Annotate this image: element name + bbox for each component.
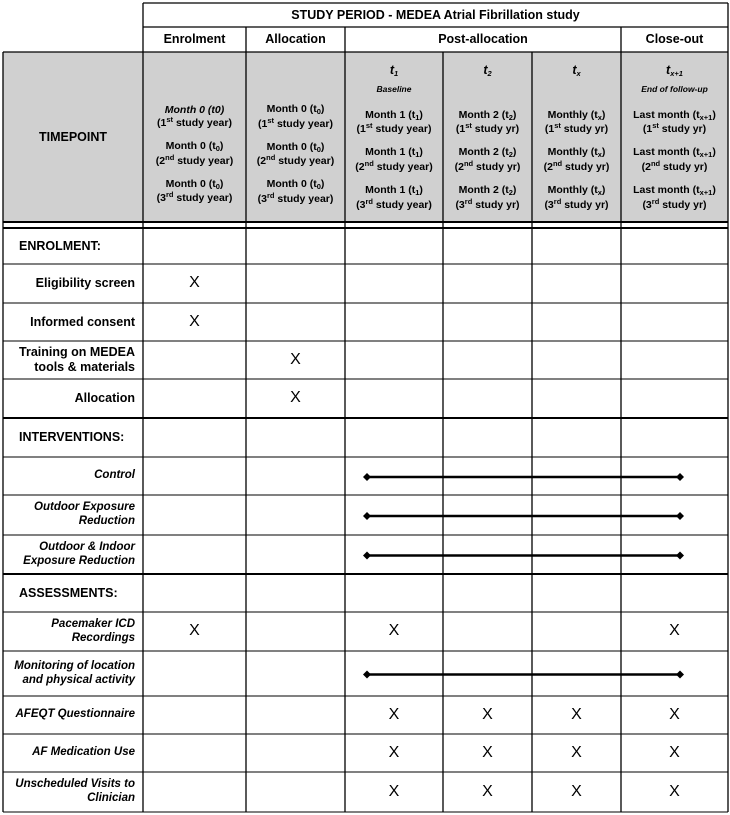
year-ordinal: nd	[364, 158, 374, 168]
timepoint-month	[156, 140, 233, 154]
month-text: Month 0 (t0)	[164, 103, 225, 116]
timepoint-month	[356, 184, 432, 198]
year-ordinal: rd	[365, 196, 373, 206]
mark-x: X	[290, 389, 301, 407]
month-text: Month 0 (t	[266, 178, 317, 191]
month-sub: 2	[508, 112, 513, 122]
year-open: (2	[355, 160, 365, 173]
timepoint-month	[544, 146, 610, 160]
allocation-timepoints	[246, 52, 345, 222]
month-close: )	[419, 146, 423, 159]
year-ordinal: st	[365, 121, 373, 131]
t2-timepoints-t-sub: 2	[487, 69, 492, 79]
month-sub: x+1	[699, 188, 713, 198]
row-label: Pacemaker ICD Recordings	[51, 617, 135, 644]
month-text: Monthly (t	[547, 146, 598, 159]
mark-x: X	[388, 743, 400, 761]
month-close: )	[419, 108, 423, 121]
schedule-mark	[246, 379, 345, 418]
timepoint-year	[258, 192, 334, 205]
year-ordinal: st	[166, 114, 174, 124]
duration-endpoint	[676, 512, 684, 520]
year-ordinal: nd	[552, 158, 563, 168]
year-open: (3	[356, 198, 366, 211]
row-label: Outdoor Exposure Reduction	[34, 501, 135, 527]
month-close: )	[712, 184, 716, 197]
row-label-cell	[3, 772, 143, 812]
row-label: AFEQT Questionnaire	[15, 708, 135, 721]
month-sub: 1	[415, 112, 420, 122]
year-ordinal: rd	[266, 190, 275, 200]
month-sub: x	[597, 150, 602, 160]
schedule-mark	[143, 612, 246, 651]
mark-x: X	[669, 622, 680, 640]
year-open: (2	[155, 154, 166, 167]
month-close: )	[601, 146, 606, 159]
timepoint-year	[456, 122, 519, 135]
year-text: study yr)	[560, 123, 609, 136]
mark-x: X	[571, 782, 582, 800]
timepoint-year	[544, 198, 608, 211]
month-sub: 2	[508, 150, 513, 160]
mark-x: X	[669, 705, 680, 723]
row-label-cell	[3, 696, 143, 734]
row-label: ENROLMENT:	[19, 238, 101, 253]
duration-endpoint	[363, 671, 371, 679]
month-sub: 0	[316, 106, 321, 116]
timepoint-month	[357, 109, 432, 123]
year-ordinal: rd	[464, 196, 473, 206]
month-close: )	[512, 108, 517, 121]
study-period-title: STUDY PERIOD - MEDEA Atrial Fibrillation study	[291, 7, 580, 22]
month-close: )	[712, 108, 716, 121]
year-open: (1	[157, 116, 167, 129]
timepoint-month	[157, 178, 233, 192]
month-text: Month 2 (t	[458, 184, 509, 197]
phase-close-out-label: Close-out	[645, 32, 704, 47]
tx-timepoints-t-sub: x	[576, 69, 581, 79]
timepoint-month	[355, 146, 432, 160]
year-open: (3	[257, 192, 267, 205]
timepoint-month	[633, 146, 716, 160]
timepoint-year	[633, 122, 716, 135]
year-text: study yr)	[660, 160, 708, 173]
row-label-cell	[3, 574, 143, 612]
month-sub: x+1	[699, 150, 713, 160]
timepoint-year	[633, 198, 716, 211]
duration-endpoint	[363, 552, 371, 560]
year-open: (2	[256, 155, 267, 168]
mark-x: X	[669, 782, 680, 800]
timepoint-label-cell	[3, 52, 143, 222]
timepoint-month	[633, 184, 716, 198]
phase-allocation-label: Allocation	[265, 32, 326, 47]
row-label-cell	[3, 495, 143, 535]
timepoint-year	[157, 116, 232, 129]
year-text: study year)	[173, 116, 232, 129]
year-text: study yr)	[659, 198, 707, 211]
year-text: study yr)	[658, 123, 707, 136]
schedule-mark	[143, 264, 246, 303]
timepoint-month	[545, 109, 608, 123]
row-label: AF Medication Use	[32, 746, 135, 759]
timepoint-year	[545, 122, 608, 135]
t2-timepoints-note	[486, 85, 488, 95]
mark-x: X	[189, 274, 200, 292]
month-text: Monthly (t	[547, 184, 598, 197]
year-open: (2	[543, 160, 553, 173]
year-ordinal: st	[652, 121, 659, 131]
year-open: (2	[641, 160, 651, 173]
timepoint-entry	[157, 104, 232, 129]
phase-post-allocation-label: Post-allocation	[438, 32, 528, 47]
timepoint-year	[355, 160, 432, 173]
timepoint-entry	[456, 109, 519, 136]
mark-x: X	[388, 782, 400, 800]
row-label-cell	[3, 228, 143, 264]
timepoint-year	[455, 198, 519, 211]
month-text: Last month (t	[633, 146, 700, 159]
timepoint-entry	[544, 184, 608, 211]
t1-timepoints	[345, 52, 443, 222]
mark-x: X	[571, 743, 582, 761]
t1-timepoints-t-sub: 1	[394, 69, 399, 79]
year-text: study year)	[173, 192, 233, 205]
year-ordinal: rd	[651, 196, 660, 206]
schedule-mark	[443, 772, 532, 812]
month-close: )	[601, 184, 606, 197]
t2-timepoints-t: t	[483, 63, 488, 78]
phase-enrolment-label: Enrolment	[163, 32, 226, 47]
t1-timepoints-note: Baseline	[376, 83, 412, 94]
row-label-cell	[3, 734, 143, 772]
tx-timepoints-t: t	[572, 63, 577, 78]
mark-x: X	[388, 622, 400, 640]
mark-x: X	[290, 350, 301, 368]
year-open: (1	[544, 123, 555, 136]
tx-timepoints	[532, 52, 621, 222]
year-ordinal: st	[554, 121, 561, 131]
year-text: study year)	[274, 192, 334, 205]
row-label-cell	[3, 418, 143, 457]
month-sub: 0	[316, 144, 321, 154]
month-text: Month 2 (t	[458, 108, 509, 121]
timepoint-month	[258, 178, 334, 192]
month-text: Month 1 (t	[365, 146, 416, 159]
year-text: study yr)	[471, 123, 520, 136]
mark-x: X	[482, 705, 493, 723]
row-label: INTERVENTIONS:	[19, 430, 125, 445]
tx-timepoints-head	[572, 63, 580, 79]
t1-timepoints-head	[390, 63, 398, 79]
timepoint-label: TIMEPOINT	[38, 129, 108, 144]
month-text: Last month (t	[633, 184, 700, 197]
timepoint-month	[258, 103, 333, 117]
row-label-cell	[3, 303, 143, 341]
timepoint-entry	[157, 178, 233, 205]
row-label: Control	[94, 469, 135, 482]
schedule-mark	[532, 772, 621, 812]
timepoint-month	[257, 141, 334, 155]
timepoint-month	[455, 146, 521, 160]
year-ordinal: rd	[165, 190, 174, 200]
month-sub: 0	[215, 143, 220, 153]
month-close: )	[219, 139, 224, 152]
mark-x: X	[571, 705, 582, 723]
timepoint-year	[257, 154, 334, 167]
row-label: Outdoor & Indoor Exposure Reduction	[23, 540, 135, 567]
year-text: study yr)	[562, 160, 610, 173]
schedule-mark	[345, 772, 443, 812]
year-ordinal: nd	[266, 153, 276, 163]
schedule-mark	[246, 341, 345, 379]
t1-timepoints-t: t	[389, 63, 394, 78]
tx1-timepoints-t-sub: x+1	[670, 69, 683, 79]
schedule-mark	[345, 612, 443, 651]
year-open: (3	[544, 198, 554, 211]
month-close: )	[601, 108, 606, 121]
schedule-mark	[443, 696, 532, 734]
year-ordinal: nd	[650, 158, 661, 168]
month-close: )	[320, 140, 325, 153]
month-sub: 0	[215, 181, 220, 191]
timepoint-entry	[544, 146, 610, 173]
row-label: Informed consent	[30, 314, 135, 329]
timepoint-entry	[355, 146, 432, 173]
timepoint-year	[157, 191, 233, 204]
timepoint-entry	[633, 109, 716, 136]
month-text: Month 0 (t	[266, 140, 317, 153]
month-text: Last month (t	[633, 108, 700, 121]
row-label-cell	[3, 612, 143, 651]
study-period-header	[143, 3, 728, 27]
timepoint-year	[258, 117, 333, 130]
timepoint-entry	[357, 109, 432, 136]
month-close: )	[320, 102, 325, 115]
month-close: )	[512, 184, 517, 197]
year-open: (1	[356, 123, 366, 136]
month-text: Month 1 (t	[365, 108, 416, 121]
row-label-cell	[3, 651, 143, 696]
month-sub: x	[597, 112, 602, 122]
timepoint-entry	[258, 178, 334, 205]
timepoint-entry	[258, 103, 333, 130]
row-label: Allocation	[74, 391, 135, 406]
schedule-mark	[621, 612, 728, 651]
timepoint-entry	[545, 109, 608, 136]
year-ordinal: nd	[463, 158, 474, 168]
timepoint-entry	[257, 141, 334, 168]
month-sub: 2	[508, 188, 513, 198]
duration-endpoint	[363, 512, 371, 520]
month-sub: 0	[316, 182, 321, 192]
year-open: (1	[642, 123, 653, 136]
year-open: (3	[642, 198, 652, 211]
month-sub: 1	[415, 188, 420, 198]
phase-enrolment-cell	[143, 27, 246, 52]
mark-x: X	[482, 743, 493, 761]
mark-x: X	[482, 782, 493, 800]
month-sub: 1	[415, 150, 420, 160]
month-close: )	[712, 146, 716, 159]
year-ordinal: st	[267, 115, 275, 125]
schedule-mark	[621, 772, 728, 812]
enrolment-timepoints	[143, 52, 246, 222]
timepoint-year	[455, 160, 521, 173]
month-sub: x	[597, 188, 602, 198]
year-text: study year)	[275, 155, 335, 168]
mark-x: X	[388, 705, 400, 723]
timepoint-year	[633, 160, 716, 173]
year-ordinal: nd	[165, 152, 175, 162]
month-text: Month 2 (t	[458, 146, 509, 159]
year-text: study yr)	[561, 198, 609, 211]
phase-close-out-cell	[621, 27, 728, 52]
tx1-timepoints-t: t	[666, 63, 671, 78]
timepoint-month	[456, 109, 519, 123]
row-label: Monitoring of location and physical activity	[14, 659, 135, 686]
month-text: Month 0 (t	[165, 139, 216, 152]
row-label: Unscheduled Visits to Clinician	[15, 778, 135, 804]
row-label-cell	[3, 264, 143, 303]
year-open: (1	[455, 123, 466, 136]
year-open: (1	[258, 117, 268, 130]
month-text: Month 0 (t	[165, 177, 216, 190]
tx1-timepoints	[621, 52, 728, 222]
timepoint-year	[357, 122, 432, 135]
timepoint-entry	[633, 184, 716, 211]
month-sub: x+1	[699, 112, 713, 122]
year-text: study year)	[174, 154, 234, 167]
row-label-cell	[3, 379, 143, 418]
timepoint-year	[356, 198, 432, 211]
timepoint-entry	[633, 146, 716, 173]
t2-timepoints	[443, 52, 532, 222]
year-open: (3	[156, 192, 166, 205]
timepoint-entry	[156, 140, 233, 167]
mark-x: X	[669, 743, 680, 761]
year-text: study year)	[372, 198, 432, 211]
tx1-timepoints-head	[666, 63, 683, 79]
year-text: study year)	[274, 117, 333, 130]
duration-endpoint	[676, 473, 684, 481]
year-text: study year)	[372, 123, 432, 136]
year-text: study year)	[373, 160, 433, 173]
schedule-mark	[621, 734, 728, 772]
timepoint-entry	[455, 146, 521, 173]
timepoint-year	[544, 160, 610, 173]
duration-endpoint	[676, 671, 684, 679]
schedule-mark	[143, 303, 246, 341]
schedule-mark	[532, 734, 621, 772]
month-close: )	[219, 177, 224, 190]
year-open: (2	[454, 160, 464, 173]
row-label-cell	[3, 341, 143, 379]
schedule-mark	[443, 734, 532, 772]
schedule-mark	[345, 734, 443, 772]
phase-allocation-cell	[246, 27, 345, 52]
row-label-cell	[3, 457, 143, 495]
month-close: )	[419, 184, 423, 197]
tx-timepoints-note	[575, 85, 577, 95]
duration-endpoint	[676, 552, 684, 560]
duration-endpoint	[363, 473, 371, 481]
timepoint-month	[544, 184, 608, 198]
schedule-mark	[621, 696, 728, 734]
timepoint-year	[156, 154, 233, 167]
row-label: Training on MEDEA tools & materials	[19, 345, 135, 374]
row-label: ASSESSMENTS:	[19, 585, 118, 600]
t2-timepoints-head	[483, 63, 491, 79]
timepoint-entry	[356, 184, 432, 211]
timepoint-month	[633, 109, 716, 123]
year-ordinal: rd	[553, 196, 562, 206]
month-close: )	[512, 146, 517, 159]
schedule-mark	[532, 696, 621, 734]
year-text: study yr)	[472, 198, 520, 211]
timepoint-entry	[455, 184, 519, 211]
year-ordinal: st	[465, 121, 472, 131]
mark-x: X	[189, 622, 200, 640]
phase-post-allocation-cell	[345, 27, 621, 52]
mark-x: X	[189, 312, 200, 330]
month-close: )	[320, 178, 325, 191]
timepoint-month	[455, 184, 519, 198]
year-text: study yr)	[473, 160, 521, 173]
row-label-cell	[3, 535, 143, 574]
month-text: Month 1 (t	[365, 184, 416, 197]
month-text: Month 0 (t	[266, 102, 317, 115]
tx1-timepoints-note: End of follow-up	[641, 83, 708, 94]
row-label: Eligibility screen	[35, 276, 135, 291]
schedule-mark	[345, 696, 443, 734]
month-text: Monthly (t	[547, 108, 598, 121]
year-open: (3	[455, 198, 465, 211]
